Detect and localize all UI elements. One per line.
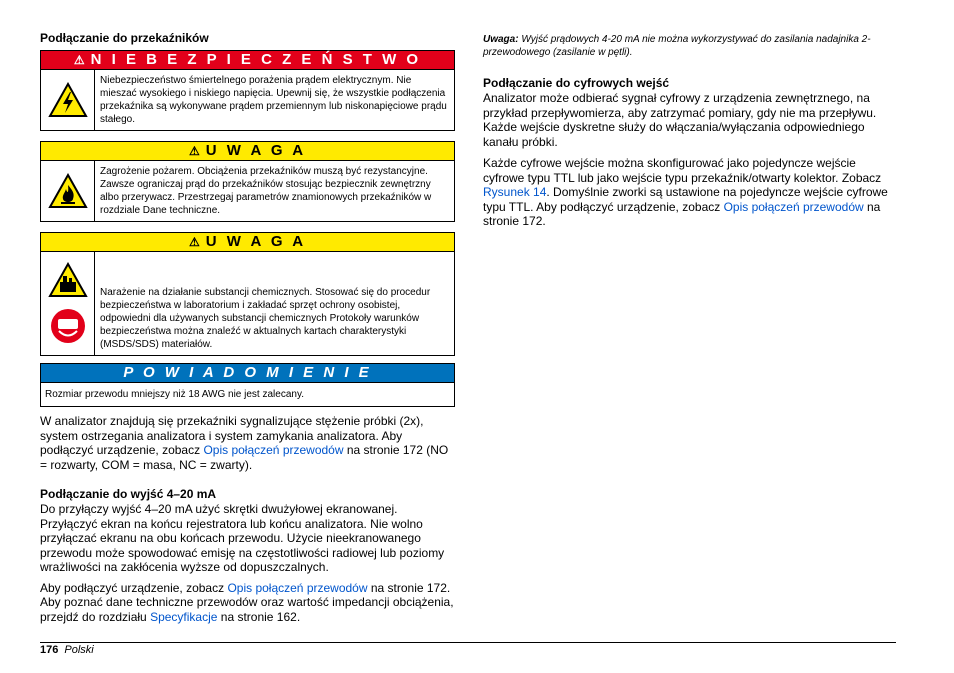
digital-config-text: Każde cyfrowe wejście można skonfigurować jako pojedyncze wejście cyfrowe typu TTL lub jako wejście typu przekaźnik/otwarty kolektor. Zobacz — [483, 156, 882, 185]
danger-box — [40, 50, 455, 131]
digital-paragraph: Analizator może odbierać sygnał cyfrowy z urządzenia zewnętrznego, na przykład przepływomierza, aby zatrzymać pomiary, gdy nie ma przepływu. Każde wejście dyskretne służy do włączania/wyłączania odpowiedniego kanału próbki. — [483, 91, 877, 149]
page-footer — [40, 643, 94, 657]
heading-outputs: Podłączanie do wyjść 4–20 mA — [40, 487, 217, 501]
page-number: 176 — [40, 644, 59, 656]
danger-text: Niebezpieczeństwo śmiertelnego porażenia prądem elektrycznym. Nie mieszać wysokiego i niskiego napięcia. Upewnij się, że wszystkie podłączenia przekaźnika są wykonywane prądem przemiennym lub niskonapięciowe prądu stałego. — [100, 75, 447, 125]
face-shield-icon — [50, 306, 86, 346]
relays-text-end: na stronie 172 (NO = rozwarty, COM = masa, NC = zwarty). — [40, 443, 449, 472]
heading-digital: Podłączanie do cyfrowych wejść — [483, 76, 670, 90]
caution-fire-text: Zagrożenie pożarem. Obciążenia przekaźników muszą być rezystancyjne. Zawsze ograniczaj prąd do przekaźników stosując bezpiecznik zewnętrzny albo przerywacz. Przestrzegaj parametrów znamionowych przekaźników w rozdziale Dane techniczne. — [100, 166, 432, 216]
relays-paragraph — [40, 414, 455, 472]
digital-config-text-end: na stronie 172. — [483, 199, 881, 228]
outputs-ref-text-mid: na stronie 172. Aby poznać dane techniczne przewodów oraz wartość impedancji obciążenia, przejdź do rozdziału — [40, 580, 454, 624]
caution-chemical-icons — [41, 252, 95, 355]
figure-link[interactable]: Rysunek 14 — [483, 185, 547, 199]
electrical-hazard-icon — [48, 82, 88, 118]
digital-config-paragraph — [483, 156, 898, 229]
notice-text: Rozmiar przewodu mniejszy niż 18 AWG nie jest zalecany. — [45, 389, 304, 400]
note-label: Uwaga: — [483, 34, 519, 45]
footer-language: Polski — [64, 644, 94, 656]
notice-header: P O W I A D O M I E N I E — [41, 364, 454, 383]
footer-divider — [40, 642, 896, 643]
danger-icons — [41, 70, 95, 130]
warning-triangle-icon: ⚠ — [188, 235, 203, 249]
chemical-hazard-icon — [48, 262, 88, 298]
outputs-ref-text-end: na stronie 162. — [217, 609, 301, 624]
outputs-paragraph: Do przyłączy wyjść 4–20 mA użyć skrętki dwużyłowej ekranowanej. Przyłączyć ekran na końcu rejestratora lub końcu analizatora. Nie wolno przyłączać ekranu na obu końcach przewodu. Użycie nieekranowanego przewodu może spowodować emisję na częstotliwości radiowej lub poziomy wrażliwości na zakłócenia wyższe od dopuszczalnych. — [40, 502, 445, 574]
caution-header — [41, 233, 454, 252]
wiring-link[interactable]: Opis połączeń przewodów — [227, 580, 368, 595]
caution-label: U W A G A — [205, 142, 307, 159]
danger-header — [41, 51, 454, 70]
outputs-reference-paragraph — [40, 581, 455, 625]
digital-config-text-mid: . Domyślnie zworki są ustawione na pojedyncze wejście cyfrowe typu TTL. Aby podłączyć urządzenie, zobacz — [483, 185, 888, 214]
fire-hazard-icon — [48, 173, 88, 209]
warning-triangle-icon: ⚠ — [73, 53, 88, 67]
heading-relays: Podłączanie do przekaźników — [40, 31, 209, 45]
caution-chemical-box — [40, 232, 455, 356]
note-text: Wyjść prądowych 4-20 mA nie można wykorzystywać do zasilania nadajnika 2-przewodowego (zasilanie w pętli). — [483, 34, 871, 58]
caution-chemical-text: Narażenie na działanie substancji chemicznych. Stosować się do procedur bezpieczeństwa w laboratorium i zakładać sprzęt ochrony osobistej, odpowiedni dla używanych substancji chemicznych Protokoły warunków bezpieczeństwa można znaleźć w aktualnych kartach charakterystyki (MSDS/SDS) materiałów. — [100, 287, 431, 350]
caution-fire-icons — [41, 161, 95, 221]
specifications-link[interactable]: Specyfikacje — [150, 609, 218, 624]
note — [483, 33, 898, 59]
left-column — [40, 30, 455, 624]
notice-box — [40, 363, 455, 407]
warning-triangle-icon: ⚠ — [188, 144, 203, 158]
caution-label: U W A G A — [205, 233, 307, 250]
caution-fire-box — [40, 141, 455, 222]
danger-label: N I E B E Z P I E C Z E Ń S T W O — [90, 51, 422, 68]
relays-text: W analizator znajdują się przekaźniki sygnalizujące stężenie próbki (2x), system ostrzegania analizatora i system zamykania analizatora. Aby podłączyć urządzenie, zobacz — [40, 414, 424, 457]
caution-header — [41, 142, 454, 161]
right-column — [483, 30, 898, 229]
wiring-link[interactable]: Opis połączeń przewodów — [203, 443, 344, 457]
outputs-ref-text: Aby podłączyć urządzenie, zobacz — [40, 580, 228, 595]
wiring-link[interactable]: Opis połączeń przewodów — [723, 199, 864, 214]
